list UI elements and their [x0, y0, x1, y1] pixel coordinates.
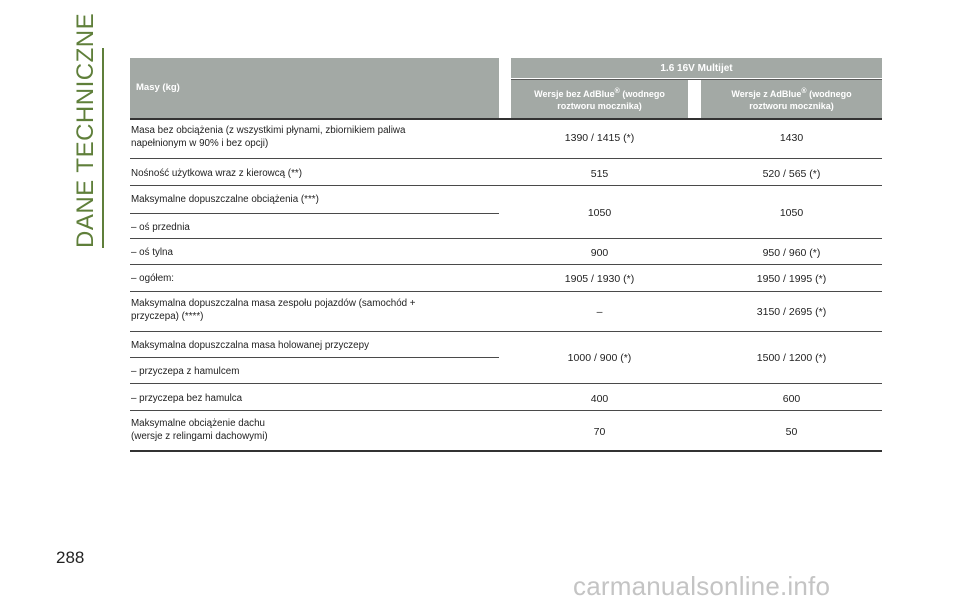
table-bottom-rule	[130, 450, 882, 452]
row-value-col1: 400	[590, 393, 609, 405]
row-label-line2: napełnionym w 90% i bez opcji)	[131, 137, 269, 149]
row-value-col2: 1500 / 1200 (*)	[756, 352, 827, 364]
column-header-with-adblue	[701, 80, 882, 118]
row-label: Maksymalna dopuszczalna masa holowanej przyczepy	[131, 340, 369, 351]
row-label-line1: Maksymalne obciążenie dachu	[131, 418, 265, 429]
row-value-col2: 3150 / 2695 (*)	[756, 306, 827, 318]
row-value-col2: 50	[785, 426, 798, 438]
row-label	[131, 418, 491, 443]
column-header-without-adblue	[511, 80, 688, 118]
row-label: Maksymalne dopuszczalne obciążenia (***)	[131, 194, 319, 205]
row-divider	[130, 331, 882, 332]
row-divider	[130, 238, 882, 239]
row-label: – ogółem:	[131, 273, 175, 284]
row-label: – przyczepa bez hamulca	[131, 393, 243, 404]
row-value-col1: 900	[590, 247, 609, 259]
row-label-line1: Masa bez obciążenia (z wszystkimi płynami, zbiornikiem paliwa	[131, 125, 406, 136]
row-label-line1: Maksymalna dopuszczalna masa zespołu pojazdów (samochód +	[131, 298, 416, 309]
col2-title-part2: (wodnego	[809, 89, 852, 99]
col2-title: Wersje z AdBlue	[731, 89, 802, 99]
section-title-rule	[102, 48, 104, 248]
row-label: – przyczepa z hamulcem	[131, 366, 240, 377]
row-value-col1: –	[596, 306, 603, 318]
row-label	[131, 298, 491, 323]
row-divider	[130, 158, 882, 159]
sub-row-divider	[130, 357, 499, 358]
row-value-col2: 1430	[779, 132, 804, 144]
row-value-col1: 1050	[587, 207, 612, 219]
row-label: – oś tylna	[131, 247, 173, 258]
row-label-line2: (wersje z relingami dachowymi)	[131, 430, 268, 442]
row-label	[131, 125, 491, 150]
row-value-col2: 1050	[779, 207, 804, 219]
row-value-col2: 520 / 565 (*)	[762, 168, 821, 180]
col1-title: Wersje bez AdBlue	[534, 89, 615, 99]
col1-title-part3: roztworu mocznika)	[557, 101, 642, 111]
page-number: 288	[56, 548, 85, 567]
row-value-col2: 950 / 960 (*)	[762, 247, 821, 259]
col2-title-part3: roztworu mocznika)	[749, 101, 834, 111]
watermark: carmanualsonline.info	[573, 571, 831, 601]
registered-mark: ®	[801, 88, 807, 95]
row-value-col1: 1000 / 900 (*)	[567, 352, 632, 364]
header-bottom-rule	[130, 118, 882, 120]
row-value-col1: 1905 / 1930 (*)	[564, 273, 635, 285]
row-value-col2: 1950 / 1995 (*)	[756, 273, 827, 285]
engine-header: 1.6 16V Multijet	[511, 58, 882, 78]
col1-title-part2: (wodnego	[622, 89, 665, 99]
row-value-col2: 600	[782, 393, 801, 405]
row-divider	[130, 291, 882, 292]
row-divider	[130, 264, 882, 265]
row-divider	[130, 185, 882, 186]
header-label: Masy (kg)	[136, 82, 180, 93]
row-label-line2: przyczepa) (****)	[131, 310, 204, 322]
row-label: Nośność użytkowa wraz z kierowcą (**)	[131, 168, 302, 179]
row-divider	[130, 410, 882, 411]
registered-mark: ®	[614, 88, 620, 95]
row-value-col1: 1390 / 1415 (*)	[564, 132, 635, 144]
header-label-cell	[130, 58, 499, 118]
row-divider	[130, 383, 882, 384]
row-value-col1: 70	[593, 426, 606, 438]
row-label: – oś przednia	[131, 222, 190, 233]
section-title: DANE TECHNICZNE	[72, 12, 99, 248]
sub-row-divider	[130, 213, 499, 214]
row-value-col1: 515	[590, 168, 609, 180]
